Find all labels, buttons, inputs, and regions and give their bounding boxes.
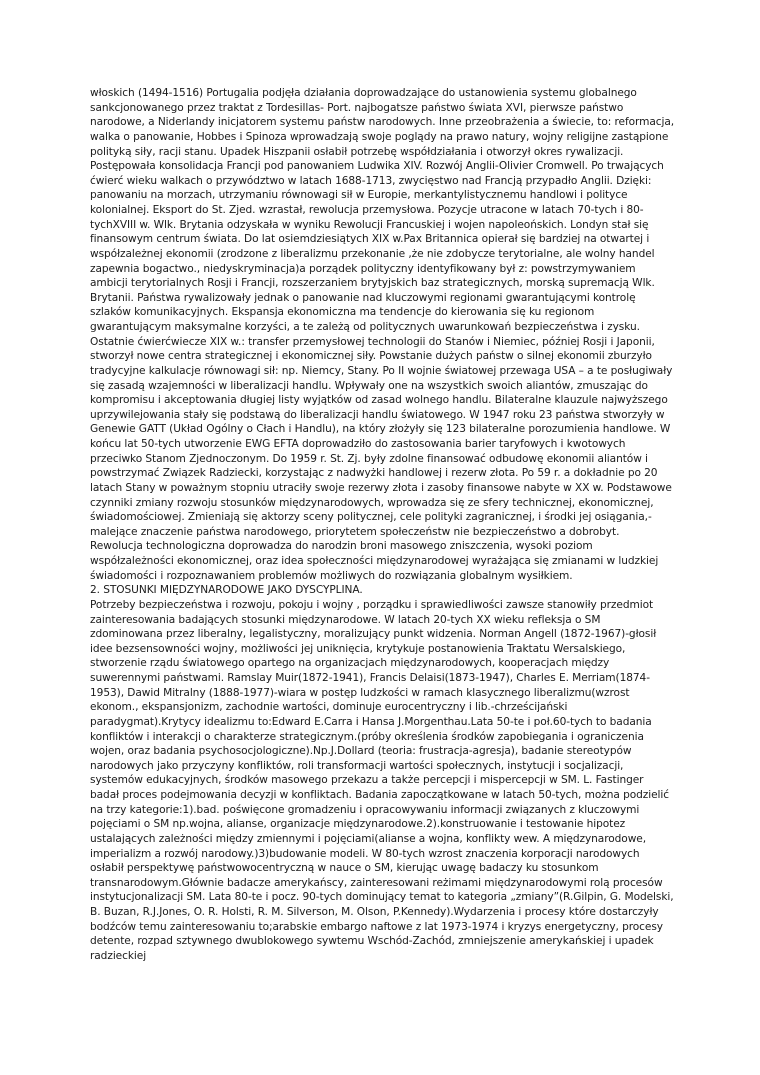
section-heading: 2. STOSUNKI MIĘDZYNARODOWE JAKO DYSCYPLINA. bbox=[90, 584, 363, 597]
paragraph-discipline: Potrzeby bezpieczeństwa i rozwoju, pokoju i wojny , porządku i sprawiedliwości zawsze stanowiły przedmiot zainteresowania badających stosunki międzynarodowe. W latach 20-tych XX wieku refleksja o SM zdominowana przez liberalny, legalistyczny, moralizujący punkt widzenia. Norman Angell (1872-1967)-głosił idee bezsensowności wojny, możliwości jej uniknięcia, krytykuje postanowienia Traktatu Wersalskiego, stworzenie rządu światowego opartego na organizacjach międzynarodowych, kooperacjach między suwerennymi państwami. Ramslay Muir(1872-1941), Francis Delaisi(1873-1947), Charles E. Merriam(1874-1953), Dawid Mitralny (1888-1977)-wiara w postęp ludzkości w ramach klasycznego liberalizmu(wzrost ekonom., ekspansjonizm, zachodnie wartości, dominuje eurocentryczny i lib.-chrześcijański paradygmat).Krytycy idealizmu to:Edward E.Carra i Hansa J.Morgenthau.Lata 50-te i poł.60-tych to badania konfliktów i interakcji o charakterze strategicznym.(próby określenia środków zapobiegania i ograniczenia wojen, oraz badania psychosocjologiczne).Np.J.Dollard (teoria: frustracja-agresja), badanie stereotypów narodowych jako przyczyny konfliktów, roli transformacji wartości społecznych, instytucji i socjalizacji, systemów edukacyjnych, środków masowego przekazu a także percepcji i mispercepcji w SM. L. Fastinger badał proces podejmowania decyzji w konfliktach. Badania zapoczątkowane w latach 50-tych, można podzielić na trzy kategorie:1).bad. poświęcone gromadzeniu i opracowywaniu informacji związanych z kluczowymi pojęciami o SM np.wojna, alianse, organizacje międzynarodowe.2).konstruowanie i testowanie hipotez ustalających zależności między zmiennymi i pojęciami(alianse a wojna, konflikty wew. A międzynarodowe, imperializm a rozwój narodowy.)3)budowanie modeli. W 80-tych wzrost znaczenia korporacji narodowych osłabił perspektywę państwowocentryczną w nauce o SM, kierując uwagę badaczy ku stosunkom transnarodowym.Głównie badacze amerykańscy, zainteresowani reżimami międzynarodowymi rolą procesów instytucjonalizacji SM. Lata 80-te i pocz. 90-tych dominujący temat to kategoria „zmiany”(R.Gilpin, G. Modelski, B. Buzan, R.J.Jones, O. R. Holsti, R. M. Silverson, M. Olson, P.Kennedy).Wydarzenia i procesy które dostarczyły bodźców temu zainteresowaniu to;arabskie embargo naftowe z lat 1973-1974 i kryzys energetyczny, procesy detente, rozpad sztywnego dwublokowego sywtemu Wschód-Zachód, zmniejszenie amerykańskiej i upadek radzieckiej bbox=[90, 598, 674, 962]
document-page bbox=[90, 86, 675, 964]
paragraph-history: włoskich (1494-1516) Portugalia podjęła działania doprowadzające do ustanowienia systemu globalnego sankcjonowanego przez traktat z Tordesillas- Port. najbogatsze państwo świata XVI, pierwsze państwo narodowe, a Niderlandy inicjatorem systemu państw narodowych. Inne przeobrażenia a świecie, to: reformacja, walka o panowanie, Hobbes i Spinoza wprowadzają swoje poglądy na prawo natury, wojny religijne zastąpione polityką siły, racji stanu. Upadek Hiszpanii osłabił potrzebę współdziałania i otworzył okres rywalizacji. Postępowała konsolidacja Francji pod panowaniem Ludwika XIV. Rozwój Anglii-Olivier Cromwell. Po trwających ćwierć wieku walkach o przywództwo w latach 1688-1713, zwycięstwo nad Francją przypadło Anglii. Dzięki: panowaniu na morzach, utrzymaniu równowagi sił w Europie, merkantylistycznemu handlowi i polityce kolonialnej. Eksport do St. Zjed. wzrastał, rewolucja przemysłowa. Pozycje utracone w latach 70-tych i 80-tychXVIII w. Wlk. Brytania odzyskała w wyniku Rewolucji Francuskiej i wojen napoleońskich. Londyn stał się finansowym centrum świata. Do lat osiemdziesiątych XIX w.Pax Britannica opierał się bardziej na otwartej i współzależnej ekonomii (zrodzone z liberalizmu przekonanie ,że nie zdobycze terytorialne, ale wolny handel zapewnia bogactwo., niedyskryminacja)a porządek polityczny identyfikowany był z: powstrzymywaniem ambicji terytorialnych Rosji i Francji, rozszerzaniem brytyjskich baz strategicznych, morską supremacją Wlk. Brytanii. Państwa rywalizowały jednak o panowanie nad kluczowymi regionami gwarantującymi kontrolę szlaków komunikacyjnych. Ekspansja ekonomiczna ma tendencje do kierowania się ku regionom gwarantującym maksymalne korzyści, a te zależą od politycznych uwarunkowań bezpieczeństwa i zysku. Ostatnie ćwierćwiecze XIX w.: transfer przemysłowej technologii do Stanów i Niemiec, później Rosji i Japonii, stworzył nowe centra strategicznej i ekonomicznej siły. Powstanie dużych państw o silnej ekonomii zburzyło tradycyjne kalkulacje równowagi sił: np. Niemcy, Stany. Po II wojnie światowej przewaga USA – a te posługiwały się zasadą wzajemności w liberalizacji handlu. Wpływały one na wszystkich swoich aliantów, zmuszając do kompromisu i akceptowania długiej listy wyjątków od zasad wolnego handlu. Bilateralne klauzule najwyższego uprzywilejowania stały się podstawą do liberalizacji handlu światowego. W 1947 roku 23 państwa stworzyły w Genewie GATT (Układ Ogólny o Cłach i Handlu), na który złożyły się 123 bilateralne porozumienia handlowe. W końcu lat 50-tych utworzenie EWG EFTA doprowadziło do zastosowania barier taryfowych i kwotowych przeciwko Stanom Zjednoczonym. Do 1959 r. St. Zj. były zdolne finansować odbudowę ekonomii aliantów i powstrzymać Związek Radziecki, korzystając z nadwyżki handlowej i rezerw złota. Po 59 r. a dokładnie po 20 latach Stany w poważnym stopniu utraciły swoje rezerwy złota i zasoby finansowe nabyte w XX w. Podstawowe czynniki zmiany rozwoju stosunków międzynarodowych, wprowadza się ze sfery technicznej, ekonomicznej, świadomościowej. Zmieniają się aktorzy sceny politycznej, cele polityki zagranicznej, i środki jej osiągania,- malejące znaczenie państwa narodowego, priorytetem społeczeństw nie bezpieczeństwo a dobrobyt. Rewolucja technologiczna doprowadza do narodzin broni masowego zniszczenia, wysoki poziom współzależności ekonomicznej, oraz idea społeczności międzynarodowej wyrażająca się zmianami w ludzkiej świadomości i rozpoznawaniem problemów możliwych do rozwiązania globalnym wysiłkiem. bbox=[90, 87, 675, 582]
